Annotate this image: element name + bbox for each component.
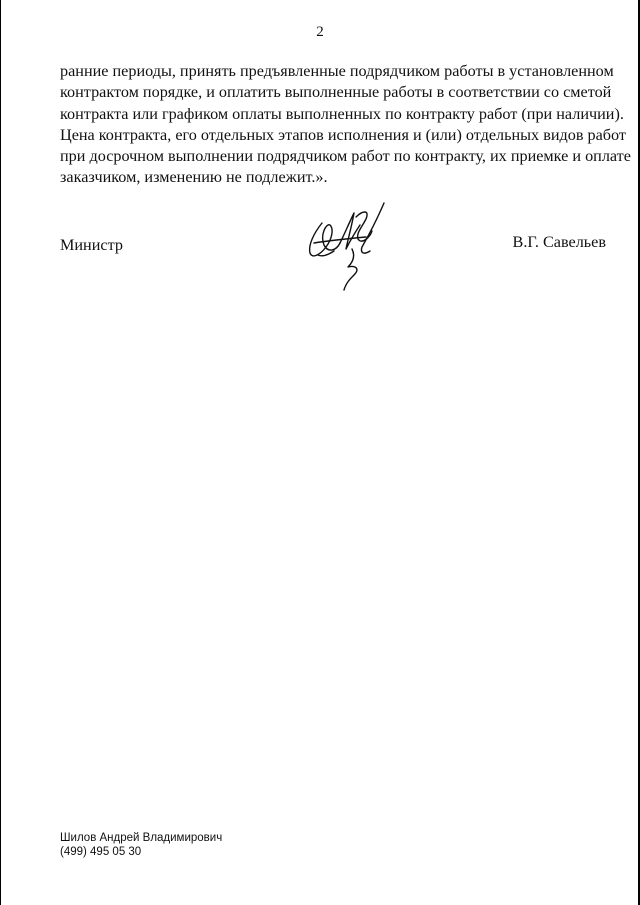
body-line: контрактом порядке, и оплатить выполненные работы в соответствии со сметой	[60, 83, 612, 102]
body-line: заказчиком, изменению не подлежит.».	[60, 168, 328, 187]
body-line: контракта или графиком оплаты выполненных по контракту работ (при наличии).	[60, 104, 624, 123]
body-paragraph	[60, 61, 631, 189]
executor-block	[60, 832, 222, 859]
executor-name: Шилов Андрей Владимирович	[60, 832, 223, 844]
body-line: Цена контракта, его отдельных этапов исполнения и (или) отдельных видов работ	[60, 125, 626, 144]
signatory-title: Министр	[60, 236, 123, 254]
executor-phone: (499) 495 05 30	[60, 845, 142, 858]
body-line: ранние периоды, принять предъявленные подрядчиком работы в установленном	[60, 62, 614, 80]
page-edge-left	[0, 0, 1, 905]
body-line: при досрочном выполнении подрядчиком работ по контракту, их приемке и оплате	[60, 147, 631, 166]
page-number: 2	[316, 24, 324, 40]
handwritten-signature	[300, 195, 400, 295]
signatory-name: В.Г. Савельев	[512, 233, 606, 251]
